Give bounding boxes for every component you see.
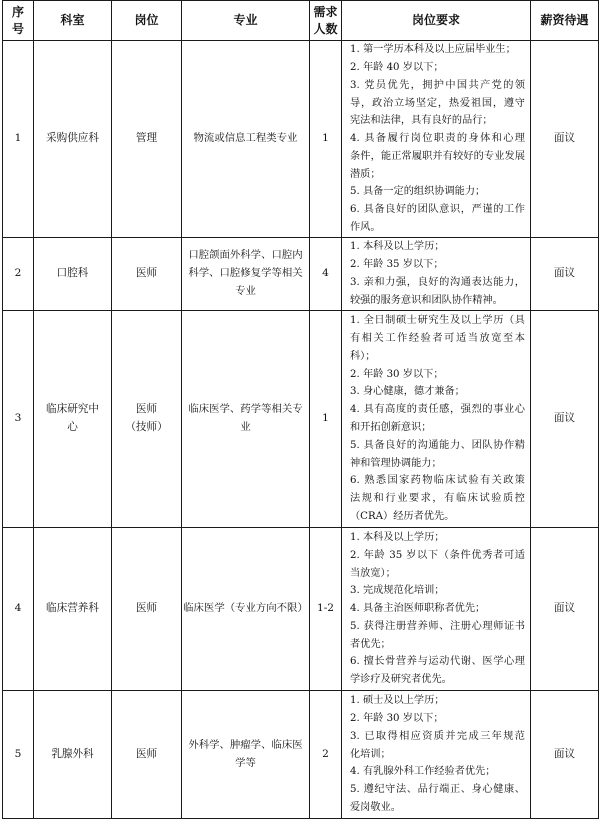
position-text: 管理 bbox=[135, 132, 158, 145]
headcount-cell bbox=[310, 238, 342, 311]
requirement-item bbox=[350, 547, 525, 583]
header-label: 需求 bbox=[313, 4, 338, 19]
requirements-cell bbox=[342, 238, 531, 311]
requirement-line: 2. 年龄 35 岁以下（条件优秀者可适 bbox=[350, 549, 525, 561]
requirement-item bbox=[350, 238, 525, 256]
department-cell bbox=[34, 238, 112, 311]
requirement-line: 科）； bbox=[350, 350, 376, 362]
specialty-cell bbox=[182, 528, 310, 691]
requirement-line: 5. 具备一定的组织协调能力； bbox=[350, 186, 486, 198]
requirement-item bbox=[350, 183, 525, 201]
department-text: 心 bbox=[67, 421, 78, 433]
requirement-line: 3. 完成规范化培训； bbox=[350, 585, 445, 597]
header-label: 号 bbox=[11, 21, 24, 36]
requirement-item bbox=[350, 41, 525, 59]
requirement-line: 导，政治立场坚定，热爱祖国，遵守 bbox=[350, 97, 525, 109]
requirement-line: 5. 遵纪守法、品行端正、身心健康、 bbox=[350, 784, 525, 796]
headcount-text: 4 bbox=[322, 267, 329, 280]
specialty-cell bbox=[182, 238, 310, 311]
salary-text: 面议 bbox=[553, 412, 576, 425]
position-text: 医师 bbox=[135, 602, 158, 615]
position-cell bbox=[112, 528, 182, 691]
requirement-line: 3. 已取得相应资质并完成三年规范 bbox=[350, 730, 525, 742]
requirement-line: 宪法和法律，具有良好的品行； bbox=[350, 115, 493, 127]
row-number-text: 5 bbox=[14, 747, 22, 760]
row-number-text: 2 bbox=[14, 267, 22, 280]
row-number-text: 3 bbox=[14, 412, 22, 425]
requirement-line: 1. 硕士及以上学历； bbox=[350, 695, 445, 707]
header-department bbox=[34, 1, 112, 41]
requirement-line: 4. 有乳腺外科工作经验者优先； bbox=[350, 766, 496, 778]
requirement-item bbox=[350, 710, 525, 728]
requirement-item bbox=[350, 600, 525, 618]
specialty-text: 专业 bbox=[235, 284, 256, 297]
specialty-text: 外科学、肿瘤学、临床医 bbox=[188, 738, 303, 751]
header-position bbox=[112, 1, 182, 41]
requirement-item bbox=[350, 437, 525, 473]
salary-text: 面议 bbox=[553, 267, 576, 280]
row-number-text: 1 bbox=[14, 132, 22, 145]
requirement-line: 3. 身心健康，德才兼备； bbox=[350, 386, 465, 398]
position-cell bbox=[112, 41, 182, 238]
requirement-item bbox=[350, 77, 525, 130]
requirement-line: 爱岗敬业。 bbox=[350, 801, 401, 813]
requirement-item bbox=[350, 529, 525, 547]
requirement-item bbox=[350, 401, 525, 437]
position-cell bbox=[112, 691, 182, 819]
headcount-text: 1 bbox=[322, 132, 329, 145]
requirements-cell bbox=[342, 691, 531, 819]
salary-cell bbox=[531, 311, 599, 528]
requirement-item bbox=[350, 312, 525, 365]
header-label: 薪资待遇 bbox=[540, 13, 589, 27]
requirement-line: 3. 亲和力强，良好的沟通表达能力， bbox=[350, 277, 525, 288]
row-number-cell bbox=[3, 238, 34, 311]
header-salary bbox=[531, 1, 599, 41]
row-number-cell bbox=[3, 691, 34, 819]
requirement-line: 有相关工作经验者可适当放宽至本 bbox=[350, 333, 525, 345]
position-text: 医师 bbox=[135, 267, 158, 280]
requirement-line: 1. 本科及以上学历； bbox=[350, 241, 445, 253]
salary-text: 面议 bbox=[553, 602, 576, 615]
specialty-text: 物流或信息工程类专业 bbox=[193, 132, 298, 145]
requirement-line: 化培训； bbox=[350, 748, 391, 760]
header-label: 专业 bbox=[233, 13, 258, 27]
header-row-number bbox=[3, 1, 34, 41]
specialty-text: 学等 bbox=[235, 756, 256, 769]
department-text: 临床研究中 bbox=[46, 403, 99, 416]
specialty-text: 业 bbox=[240, 421, 251, 433]
recruitment-table bbox=[2, 0, 599, 819]
requirement-line: 5. 获得注册营养师、注册心理师证书 bbox=[350, 620, 525, 632]
department-text: 采购供应科 bbox=[46, 132, 99, 145]
department-text: 口腔科 bbox=[56, 267, 89, 280]
headcount-cell bbox=[310, 311, 342, 528]
department-text: 乳腺外科 bbox=[51, 747, 94, 760]
requirement-line: 6. 擅长骨营养与运动代谢、医学心理 bbox=[350, 656, 525, 668]
department-cell bbox=[34, 41, 112, 238]
requirement-line: 1. 第一学历本科及以上应届毕业生； bbox=[350, 44, 516, 56]
salary-cell bbox=[531, 238, 599, 311]
requirement-item bbox=[350, 256, 525, 274]
specialty-cell bbox=[182, 41, 310, 238]
header-headcount bbox=[310, 1, 342, 41]
requirement-line: 4. 具备主治医师职称者优先； bbox=[350, 603, 486, 615]
requirement-line: 3. 党员优先，拥护中国共产党的领 bbox=[350, 79, 525, 91]
salary-cell bbox=[531, 41, 599, 238]
specialty-cell bbox=[182, 691, 310, 819]
requirement-line: 神和管理协调能力； bbox=[350, 457, 442, 469]
header-label: 岗位要求 bbox=[411, 13, 460, 27]
requirement-line: 1. 本科及以上学历； bbox=[350, 531, 445, 543]
requirement-line: 条件，能正常履职并有较好的专业发展 bbox=[350, 150, 525, 162]
salary-cell bbox=[531, 691, 599, 819]
requirements-cell bbox=[342, 528, 531, 691]
headcount-text: 1-2 bbox=[316, 602, 335, 615]
header-label: 岗位 bbox=[134, 13, 159, 27]
position-cell bbox=[112, 311, 182, 528]
requirement-line: 2. 年龄 30 岁以下； bbox=[350, 713, 444, 724]
requirement-line: 者优先； bbox=[350, 638, 391, 650]
requirement-line: （CRA）经历者优先。 bbox=[350, 510, 455, 522]
headcount-cell bbox=[310, 691, 342, 819]
department-cell bbox=[34, 691, 112, 819]
requirement-item bbox=[350, 692, 525, 710]
requirement-line: 5. 具备良好的沟通能力、团队协作精 bbox=[350, 439, 525, 451]
requirement-item bbox=[350, 781, 525, 817]
requirement-line: 当放宽）； bbox=[350, 567, 396, 579]
requirements-cell bbox=[342, 311, 531, 528]
requirement-line: 作风。 bbox=[350, 222, 381, 234]
specialty-text: 科学、口腔修复学等相关 bbox=[188, 267, 303, 280]
department-cell bbox=[34, 311, 112, 528]
row-number-text: 4 bbox=[14, 602, 22, 615]
requirement-item bbox=[350, 383, 525, 401]
specialty-text: 临床医学（专业方向不限） bbox=[183, 602, 308, 615]
headcount-text: 2 bbox=[322, 747, 329, 760]
department-text: 临床营养科 bbox=[46, 602, 99, 615]
headcount-cell bbox=[310, 528, 342, 691]
requirement-item bbox=[350, 582, 525, 600]
requirement-line: 和开拓创新意识； bbox=[350, 422, 432, 433]
requirement-item bbox=[350, 274, 525, 310]
requirement-line: 4. 具有高度的责任感，强烈的事业心 bbox=[350, 404, 525, 416]
requirement-line: 潜质； bbox=[350, 168, 381, 180]
requirement-item bbox=[350, 728, 525, 764]
requirement-line: 较强的服务意识和团队协作精神。 bbox=[350, 294, 503, 306]
row-number-cell bbox=[3, 41, 34, 238]
header-label: 序 bbox=[11, 4, 24, 19]
requirement-item bbox=[350, 653, 525, 689]
department-cell bbox=[34, 528, 112, 691]
requirement-item bbox=[350, 130, 525, 183]
header-label: 科室 bbox=[60, 13, 85, 27]
row-number-cell bbox=[3, 528, 34, 691]
position-cell bbox=[112, 238, 182, 311]
requirement-line: 学诊疗及研究者优先。 bbox=[350, 674, 452, 686]
header-requirements bbox=[342, 1, 531, 41]
requirement-item bbox=[350, 201, 525, 237]
headcount-text: 1 bbox=[322, 412, 329, 425]
position-text: 医师 bbox=[135, 403, 158, 416]
specialty-text: 口腔颌面外科学、口腔内 bbox=[188, 249, 303, 262]
header-specialty bbox=[182, 1, 310, 41]
salary-cell bbox=[531, 528, 599, 691]
requirement-line: 2. 年龄 40 岁以下； bbox=[350, 61, 444, 73]
row-number-cell bbox=[3, 311, 34, 528]
position-text: （技师） bbox=[125, 421, 168, 433]
requirement-item bbox=[350, 763, 525, 781]
position-text: 医师 bbox=[135, 747, 158, 760]
requirement-item bbox=[350, 59, 525, 77]
requirement-line: 1. 全日制硕士研究生及以上学历（具 bbox=[350, 315, 525, 327]
requirement-line: 2. 年龄 30 岁以下； bbox=[350, 368, 444, 380]
requirement-item bbox=[350, 366, 525, 384]
salary-text: 面议 bbox=[553, 747, 576, 760]
specialty-cell bbox=[182, 311, 310, 528]
requirement-item bbox=[350, 472, 525, 525]
headcount-cell bbox=[310, 41, 342, 238]
salary-text: 面议 bbox=[553, 132, 576, 145]
requirement-line: 6. 具备良好的团队意识，严谨的工作 bbox=[350, 204, 525, 216]
specialty-text: 临床医学、药学等相关专 bbox=[188, 403, 303, 416]
requirement-item bbox=[350, 618, 525, 654]
requirement-line: 6. 熟悉国家药物临床试验有关政策 bbox=[350, 475, 525, 487]
requirement-line: 2. 年龄 35 岁以下； bbox=[350, 259, 444, 271]
requirement-line: 法规和行业要求，有临床试验质控 bbox=[350, 493, 525, 505]
header-label: 人数 bbox=[313, 21, 338, 36]
requirement-line: 4. 具备履行岗位职责的身体和心理 bbox=[350, 133, 525, 145]
requirements-cell bbox=[342, 41, 531, 238]
